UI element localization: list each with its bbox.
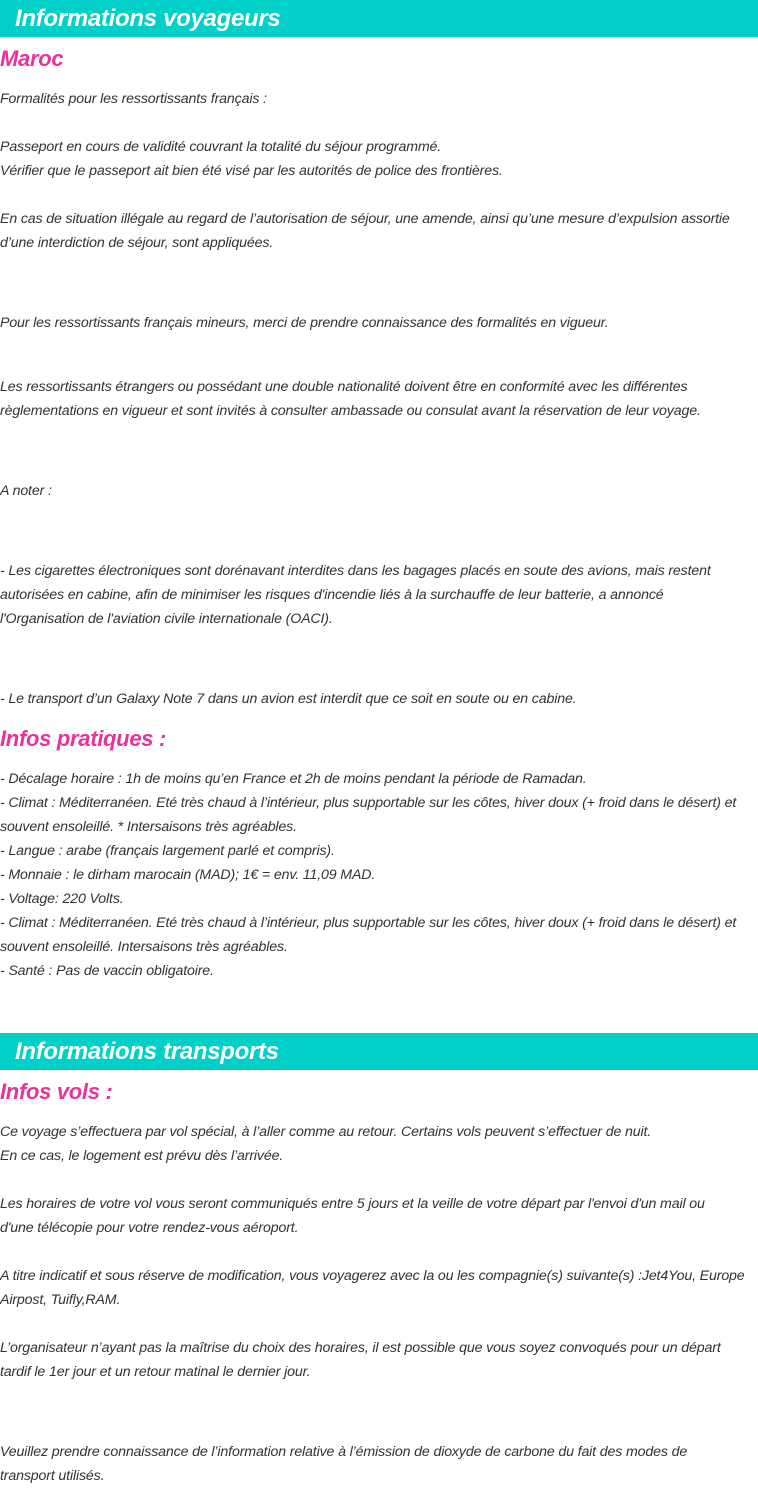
- illegal-line-2: d’une interdiction de séjour, sont appliquées.: [0, 235, 274, 251]
- minors-paragraph: [0, 311, 758, 335]
- formalities-intro: [0, 87, 758, 111]
- organizer-paragraph: [0, 1336, 758, 1384]
- ecig-line-1: - Les cigarettes électroniques sont dorénavant interdites dans les bagages placés en soute des avions, mais restent: [0, 563, 711, 579]
- ecig-line-3: l'Organisation de l'aviation civile internationale (OACI).: [0, 611, 333, 627]
- illegal-line-1: En cas de situation illégale au regard de l’autorisation de séjour, une amende, ainsi qu’une mesure d’expulsion assortie: [0, 211, 730, 227]
- ecig-line-2: autorisées en cabine, afin de minimiser les risques d'incendie liés à la surchauffe de leur batterie, a annoncé: [0, 587, 664, 603]
- practical-line: - Climat : Méditerranéen. Eté très chaud à l’intérieur, plus supportable sur les côtes, hiver doux (+ froid dans le désert) et: [0, 795, 737, 811]
- illegal-stay-paragraph: [0, 207, 758, 255]
- co2-line-1: Veuillez prendre connaissance de l’information relative à l’émission de dioxyde de carbone du fait des modes de: [0, 1444, 688, 1460]
- galaxy-note-paragraph: [0, 687, 758, 711]
- passport-line-2: Vérifier que le passeport ait bien été visé par les autorités de police des frontières.: [0, 163, 503, 179]
- co2-line-2: transport utilisés.: [0, 1468, 105, 1484]
- special-line-1: Ce voyage s’effectuera par vol spécial, à l’aller comme au retour. Certains vols peuvent s’effectuer de nuit.: [0, 1124, 652, 1140]
- traveler-info-banner: Informations voyageurs: [0, 0, 758, 37]
- foreigners-line-1: Les ressortissants étrangers ou possédant une double nationalité doivent être en conformité avec les différentes: [0, 379, 688, 395]
- practical-line: - Monnaie : le dirham marocain (MAD); 1€ = env. 11,09 MAD.: [0, 867, 376, 883]
- passport-paragraph: [0, 135, 758, 183]
- foreigners-line-2: règlementations en vigueur et sont invités à consulter ambassade ou consulat avant la réservation de leur voyage.: [0, 403, 701, 419]
- galaxy-text: - Le transport d’un Galaxy Note 7 dans un avion est interdit que ce soit en soute ou en cabine.: [0, 691, 577, 707]
- practical-line: - Langue : arabe (français largement parlé et compris).: [0, 843, 335, 859]
- transport-info-banner: Informations transports: [0, 1033, 758, 1070]
- country-heading: Maroc: [0, 46, 64, 71]
- organizer-line-2: tardif le 1er jour et un retour matinal le dernier jour.: [0, 1364, 311, 1380]
- ecigarette-paragraph: [0, 559, 758, 631]
- organizer-line-1: L’organisateur n’ayant pas la maîtrise du choix des horaires, il est possible que vous soyez convoqués pour un départ: [0, 1340, 721, 1356]
- co2-paragraph: [0, 1440, 758, 1488]
- schedule-line-2: d'une télécopie pour votre rendez-vous aéroport.: [0, 1220, 299, 1236]
- airlines-paragraph: [0, 1264, 758, 1312]
- flights-heading: Infos vols :: [0, 1079, 113, 1104]
- minors-text: Pour les ressortissants français mineurs, merci de prendre connaissance des formalités en vigueur.: [0, 315, 609, 331]
- note-label-text: A noter :: [0, 483, 52, 499]
- practical-line: - Climat : Méditerranéen. Eté très chaud à l’intérieur, plus supportable sur les côtes, hiver doux (+ froid dans le désert) et: [0, 915, 737, 931]
- note-label: [0, 479, 758, 503]
- practical-list: [0, 767, 758, 983]
- special-line-2: En ce cas, le logement est prévu dès l’arrivée.: [0, 1148, 284, 1164]
- practical-line: souvent ensoleillé. * Intersaisons très agréables.: [0, 819, 297, 835]
- foreigners-paragraph: [0, 375, 758, 423]
- practical-line: souvent ensoleillé. Intersaisons très agréables.: [0, 939, 288, 955]
- practical-line: - Voltage: 220 Volts.: [0, 891, 124, 907]
- airlines-line-1: A titre indicatif et sous réserve de modification, vous voyagerez avec la ou les compagnie(s) suivante(s) :Jet4You, Europe: [0, 1268, 745, 1284]
- passport-line-1: Passeport en cours de validité couvrant la totalité du séjour programmé.: [0, 139, 442, 155]
- special-flight-paragraph: [0, 1120, 758, 1168]
- practical-line: - Santé : Pas de vaccin obligatoire.: [0, 963, 214, 979]
- schedule-line-1: Les horaires de votre vol vous seront communiqués entre 5 jours et la veille de votre départ par l'envoi d'un mail ou: [0, 1196, 705, 1212]
- schedule-paragraph: [0, 1192, 758, 1240]
- formalities-intro-text: Formalités pour les ressortissants français :: [0, 91, 267, 107]
- practical-line: - Décalage horaire : 1h de moins qu’en France et 2h de moins pendant la période de Ramadan.: [0, 771, 587, 787]
- airlines-line-2: Airpost, Tuifly,RAM.: [0, 1292, 121, 1308]
- practical-heading: Infos pratiques :: [0, 726, 167, 751]
